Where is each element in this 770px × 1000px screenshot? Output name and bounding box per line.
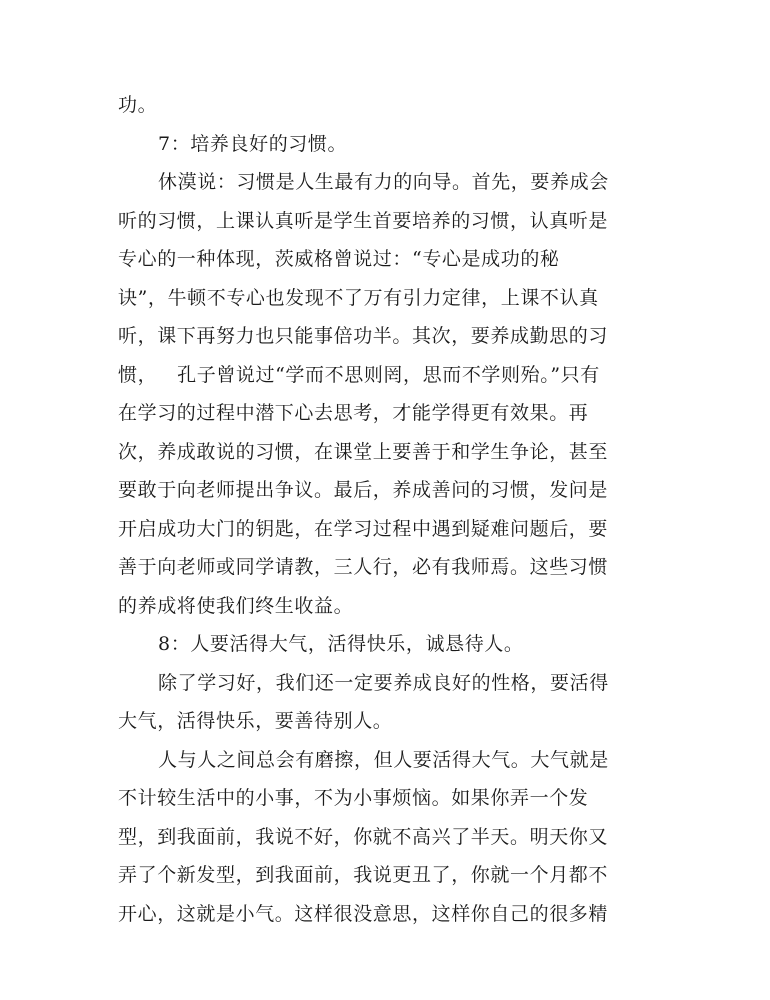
text-line: 人与人之间总会有磨擦，但人要活得大气。大气就是 <box>158 748 609 771</box>
text-line: 听，课下再努力也只能事倍功半。其次，要养成勤思的习 <box>118 325 609 347</box>
text-line: 休漠说：习惯是人生最有力的向导。首先，要养成会 <box>158 171 609 193</box>
text-line: 7：培养良好的习惯。 <box>158 132 348 155</box>
text-line: 型，到我面前，我说不好，你就不高兴了半天。明天你又 <box>118 825 609 848</box>
text-line: 弄了个新发型，到我面前，我说更丑了，你就一个月都不 <box>118 864 609 886</box>
text-line: 次，养成敢说的习惯，在课堂上要善于和学生争论，甚至 <box>118 440 609 463</box>
text-line: 8：人要活得大气，活得快乐，诚恳待人。 <box>158 633 524 655</box>
text-line: 大气，活得快乐，要善待别人。 <box>118 710 393 732</box>
text-line: 除了学习好，我们还一定要养成良好的性格，要活得 <box>158 671 609 694</box>
text-line: 在学习的过程中潜下心去思考，才能学得更有效果。再 <box>118 402 589 424</box>
text-line: 的养成将使我们终生收益。 <box>118 594 354 617</box>
text-line: 开启成功大门的钥匙，在学习过程中遇到疑难问题后，要 <box>118 517 609 540</box>
body-text <box>118 86 658 933</box>
text-line: 要敢于向老师提出争议。最后，养成善问的习惯，发问是 <box>118 479 609 501</box>
text-line: 不计较生活中的小事，不为小事烦恼。如果你弄一个发 <box>118 787 589 809</box>
text-line: 功。 <box>118 94 158 116</box>
text-line: 开心，这就是小气。这样很没意思，这样你自己的很多精 <box>118 902 609 925</box>
text-line: 诀”，牛顿不专心也发现不了万有引力定律，上课不认真 <box>118 286 599 309</box>
text-line: 善于向老师或同学请教，三人行，必有我师焉。这些习惯 <box>118 556 609 578</box>
text-line: 惯， 孔子曾说过“学而不思则罔，思而不学则殆。”只有 <box>118 363 600 386</box>
text-line: 听的习惯，上课认真听是学生首要培养的习惯，认真听是 <box>118 209 609 232</box>
text-line: 专心的一种体现，茨威格曾说过：“专心是成功的秘 <box>118 248 560 270</box>
